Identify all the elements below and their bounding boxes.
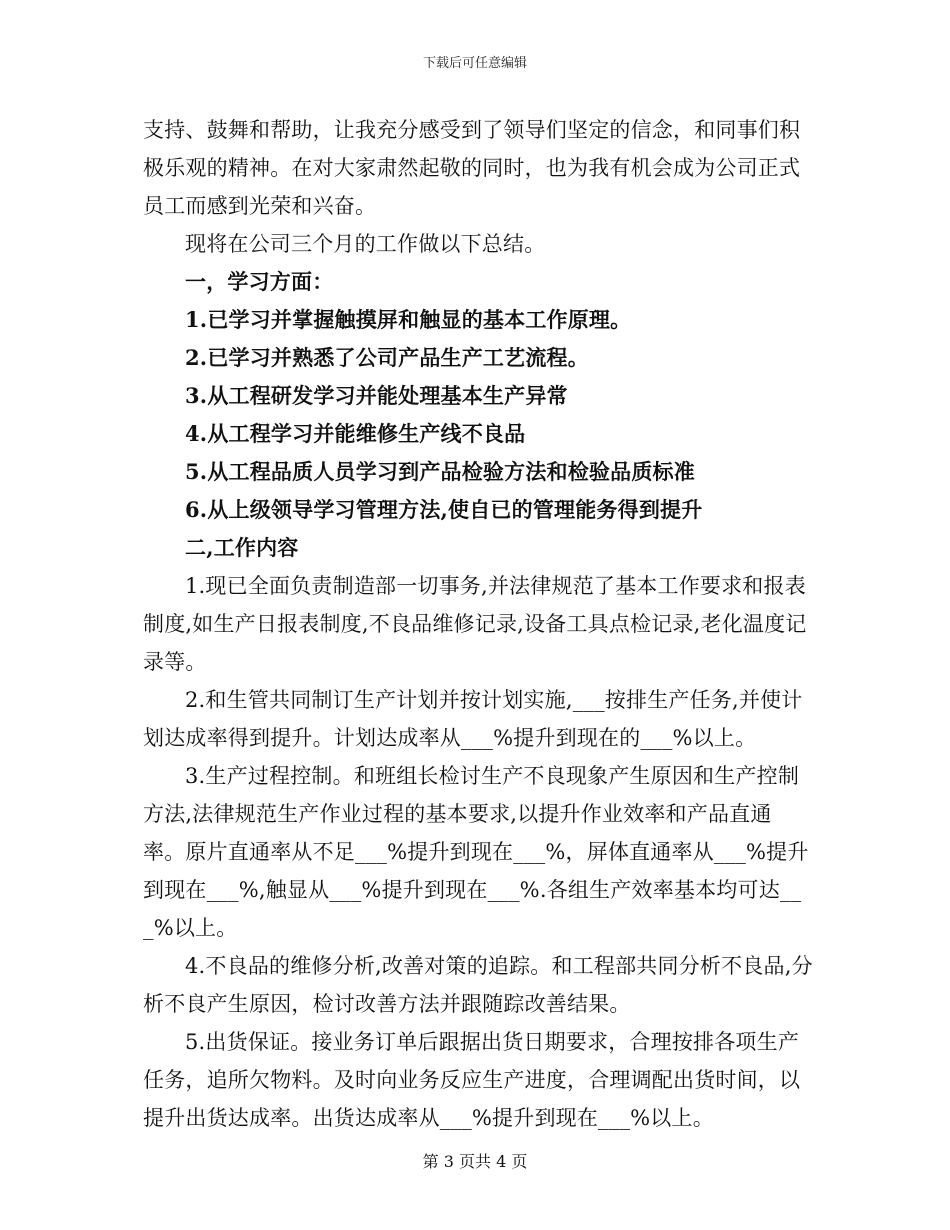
section-heading-learning: 一，学习方面： [185,269,334,294]
work-item-3: 3.生产过程控制。和班组长检讨生产不良现象产生原因和生产控制方法,法律规范生产作业过程的基本要求,以提升作业效率和产品直通率。原片直通率从不足___%提升到现在___%，屏体直通率从___%提升到现在___%,触显从___%提升到现在___%.各组生产效率基本均可达___%以上。 [143,764,809,940]
paragraph-intro-continued: 支持、鼓舞和帮助，让我充分感受到了领导们坚定的信念，和同事们积极乐观的精神。在对大家肃然起敬的同时，也为我有机会成为公司正式员工而感到光荣和兴奋。 [143,118,801,218]
learning-item-2: 2.已学习并熟悉了公司产品生产工艺流程。 [185,345,589,370]
learning-item-4: 4.从工程学习并能维修生产线不良品 [185,421,526,446]
learning-item-5: 5.从工程品质人员学习到产品检验方法和检验品质标准 [185,459,695,484]
learning-item-1: 1.已学习并掌握触摸屏和触显的基本工作原理。 [185,307,632,332]
work-item-4: 4.不良品的维修分析,改善对策的追踪。和工程部共同分析不良品,分析不良产生原因，检讨改善方法并跟随踪改善结果。 [143,954,813,1016]
page-header: 下载后可任意编辑 [422,56,527,71]
document-body [143,111,813,1137]
section-heading-work: 二,工作内容 [185,535,299,560]
page-footer: 第 3 页共 4 页 [422,1152,528,1171]
work-item-5: 5.出货保证。接业务订单后跟据出货日期要求，合理按排各项生产任务，追所欠物料。及时向业务反应生产进度，合理调配出货时间，以提升出货达成率。出货达成率从___%提升到现在___%以上。 [143,1030,801,1130]
learning-item-3: 3.从工程研发学习并能处理基本生产异常 [185,383,568,408]
work-item-2: 2.和生管共同制订生产计划并按计划实施,___按排生产任务,并使计划达成率得到提升。计划达成率从___%提升到现在的___%以上。 [143,688,803,750]
work-item-1: 1.现已全面负责制造部一切事务,并法律规范了基本工作要求和报表制度,如生产日报表制度,不良品维修记录,设备工具点检记录,老化温度记录等。 [143,574,807,674]
learning-item-6: 6.从上级领导学习管理方法,使自已的管理能务得到提升 [185,497,703,522]
paragraph-summary-lead: 现将在公司三个月的工作做以下总结。 [185,232,546,256]
